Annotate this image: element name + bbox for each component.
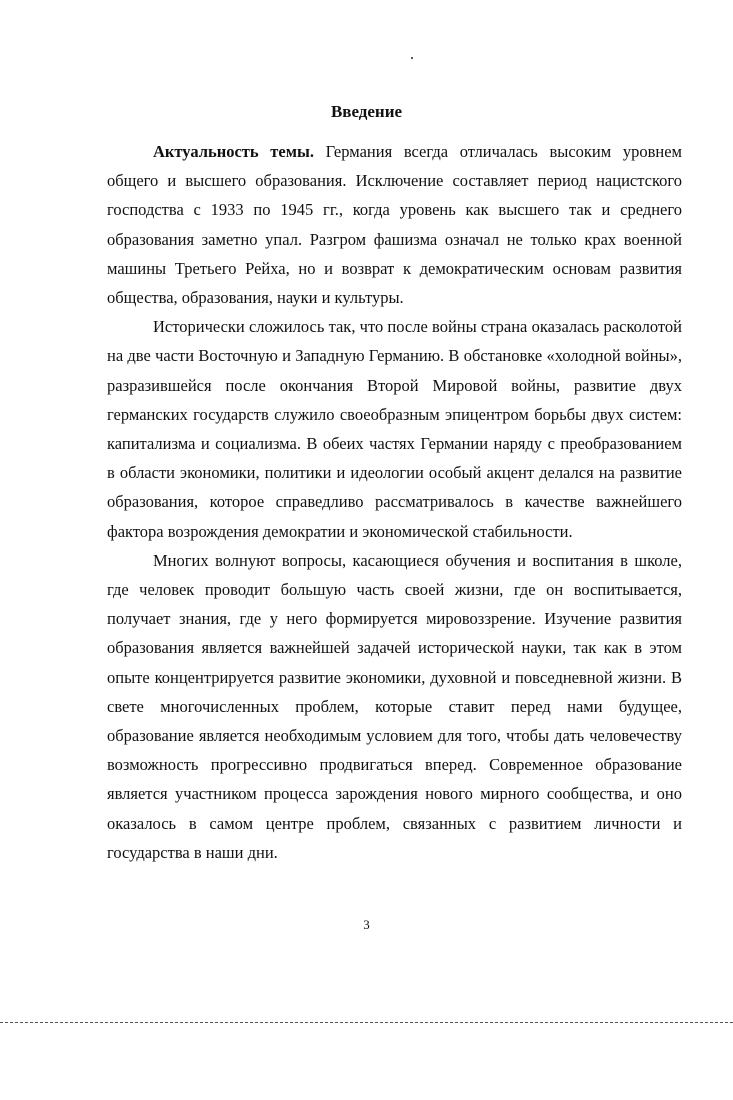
paragraph-1-text: Германия всегда отличалась высоким уровнем общего и высшего образования. Исключение составляет период нацистского господства с 1933 по 1945 гг., когда уровень как высшего так и среднего образования заметно упал. Разгром фашизма означал не только крах военной машины Третьего Рейха, но и возврат к демократическим основам развития общества, образования, науки и культуры. — [107, 142, 682, 308]
page-title: Введение — [330, 102, 403, 121]
page-number: 3 — [363, 917, 370, 932]
body-text — [107, 137, 682, 867]
paragraph-1 — [107, 137, 682, 312]
paragraph-2 — [107, 312, 682, 546]
scan-edge-line — [0, 1022, 733, 1023]
scan-speck — [411, 57, 413, 59]
paragraph-2-text: Исторически сложилось так, что после войны страна оказалась расколотой на две части Восточную и Западную Германию. В обстановке «холодной войны», разразившейся после окончания Второй Мировой войны, развитие двух германских государств служило своеобразным эпицентром борьбы двух систем: капитализма и социализма. В обеих частях Германии наряду с преобразованием в области экономики, политики и идеологии особый акцент делался на развитие образования, которое справедливо рассматривалось в качестве важнейшего фактора возрождения демократии и экономической стабильности. — [107, 317, 682, 541]
paragraph-3-text: Многих волнуют вопросы, касающиеся обучения и воспитания в школе, где человек проводит большую часть своей жизни, где он воспитывается, получает знания, где у него формируется мировоззрение. Изучение развития образования является важнейшей задачей исторической науки, так как в этом опыте концентрируется развитие экономики, духовной и повседневной жизни. В свете многочисленных проблем, которые ставит перед нами будущее, образование является необходимым условием для того, чтобы дать человечеству возможность прогрессивно продвигаться вперед. Современное образование является участником процесса зарождения нового мирного сообщества, и оно оказалось в самом центре проблем, связанных с развитием личности и государства в наши дни. — [107, 550, 682, 862]
paragraph-1-lead: Актуальность темы. — [153, 142, 314, 161]
paragraph-3 — [107, 546, 682, 867]
